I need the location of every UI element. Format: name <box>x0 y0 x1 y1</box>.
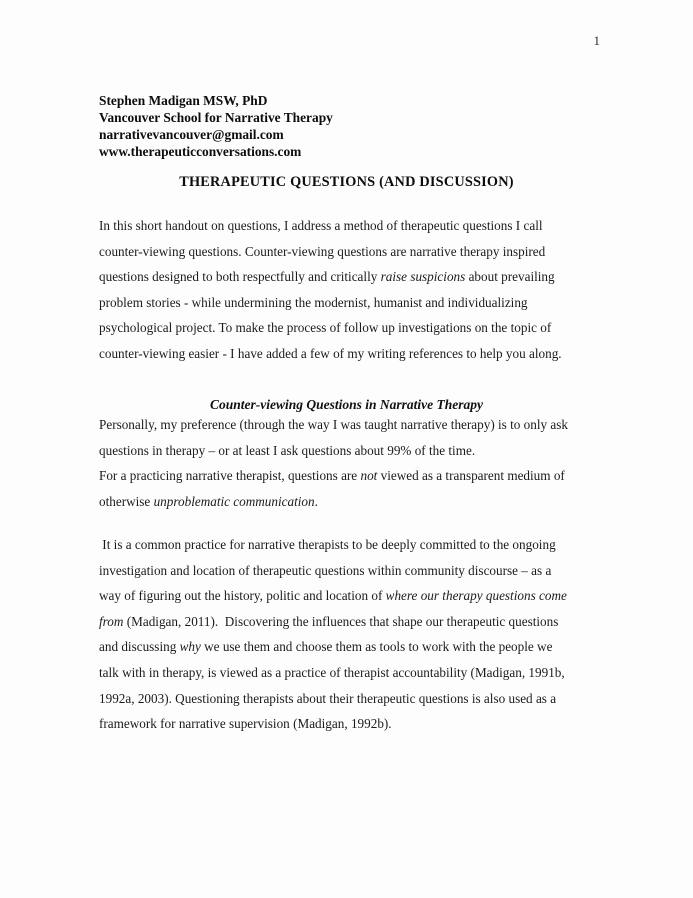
text-line: framework for narrative supervision (Madigan, 1992b). <box>99 716 392 732</box>
author-email: narrativevancouver@gmail.com <box>99 127 284 142</box>
document-title: THERAPEUTIC QUESTIONS (AND DISCUSSION) <box>179 174 514 190</box>
text-line: counter-viewing questions. Counter-viewing questions are narrative therapy inspired <box>99 243 546 259</box>
text-line: psychological project. To make the process of follow up investigations on the topic of <box>99 320 552 336</box>
text-line: 1992a, 2003). Questioning therapists about their therapeutic questions is also used as a <box>99 690 557 706</box>
text-line: way of figuring out the history, politic and location of where our therapy questions come <box>99 588 567 604</box>
text-line: talk with in therapy, is viewed as a practice of therapist accountability (Madigan, 1991b, <box>99 664 565 680</box>
preference-paragraph <box>99 412 601 514</box>
intro-paragraph <box>99 213 601 367</box>
text-line: Personally, my preference (through the way I was taught narrative therapy) is to only ask <box>99 417 568 432</box>
text-line: otherwise unproblematic communication. <box>99 493 318 509</box>
author-block <box>99 92 333 160</box>
accountability-paragraph <box>99 532 601 737</box>
text-line: and discussing why we use them and choose them as tools to work with the people we <box>99 639 553 655</box>
text-line: investigation and location of therapeutic questions within community discourse – as a <box>99 562 552 578</box>
text-line: from (Madigan, 2011). Discovering the influences that shape our therapeutic questions <box>99 613 559 629</box>
page-number: 1 <box>593 33 600 48</box>
author-website: www.therapeuticconversations.com <box>99 144 302 159</box>
text-line: For a practicing narrative therapist, questions are not viewed as a transparent medium of <box>99 468 565 484</box>
text-line: In this short handout on questions, I address a method of therapeutic questions I call <box>99 218 543 233</box>
text-line: problem stories - while undermining the modernist, humanist and individualizing <box>99 294 528 310</box>
section-heading: Counter-viewing Questions in Narrative Therapy <box>209 397 484 412</box>
text-line: It is a common practice for narrative therapists to be deeply committed to the ongoing <box>99 537 556 552</box>
text-line: questions designed to both respectfully and critically raise suspicions about prevailing <box>99 269 555 285</box>
author-affiliation: Vancouver School for Narrative Therapy <box>99 110 333 125</box>
text-line: questions in therapy – or at least I ask questions about 99% of the time. <box>99 442 476 458</box>
text-line: counter-viewing easier - I have added a few of my writing references to help you along. <box>99 345 562 361</box>
author-name: Stephen Madigan MSW, PhD <box>99 93 268 108</box>
